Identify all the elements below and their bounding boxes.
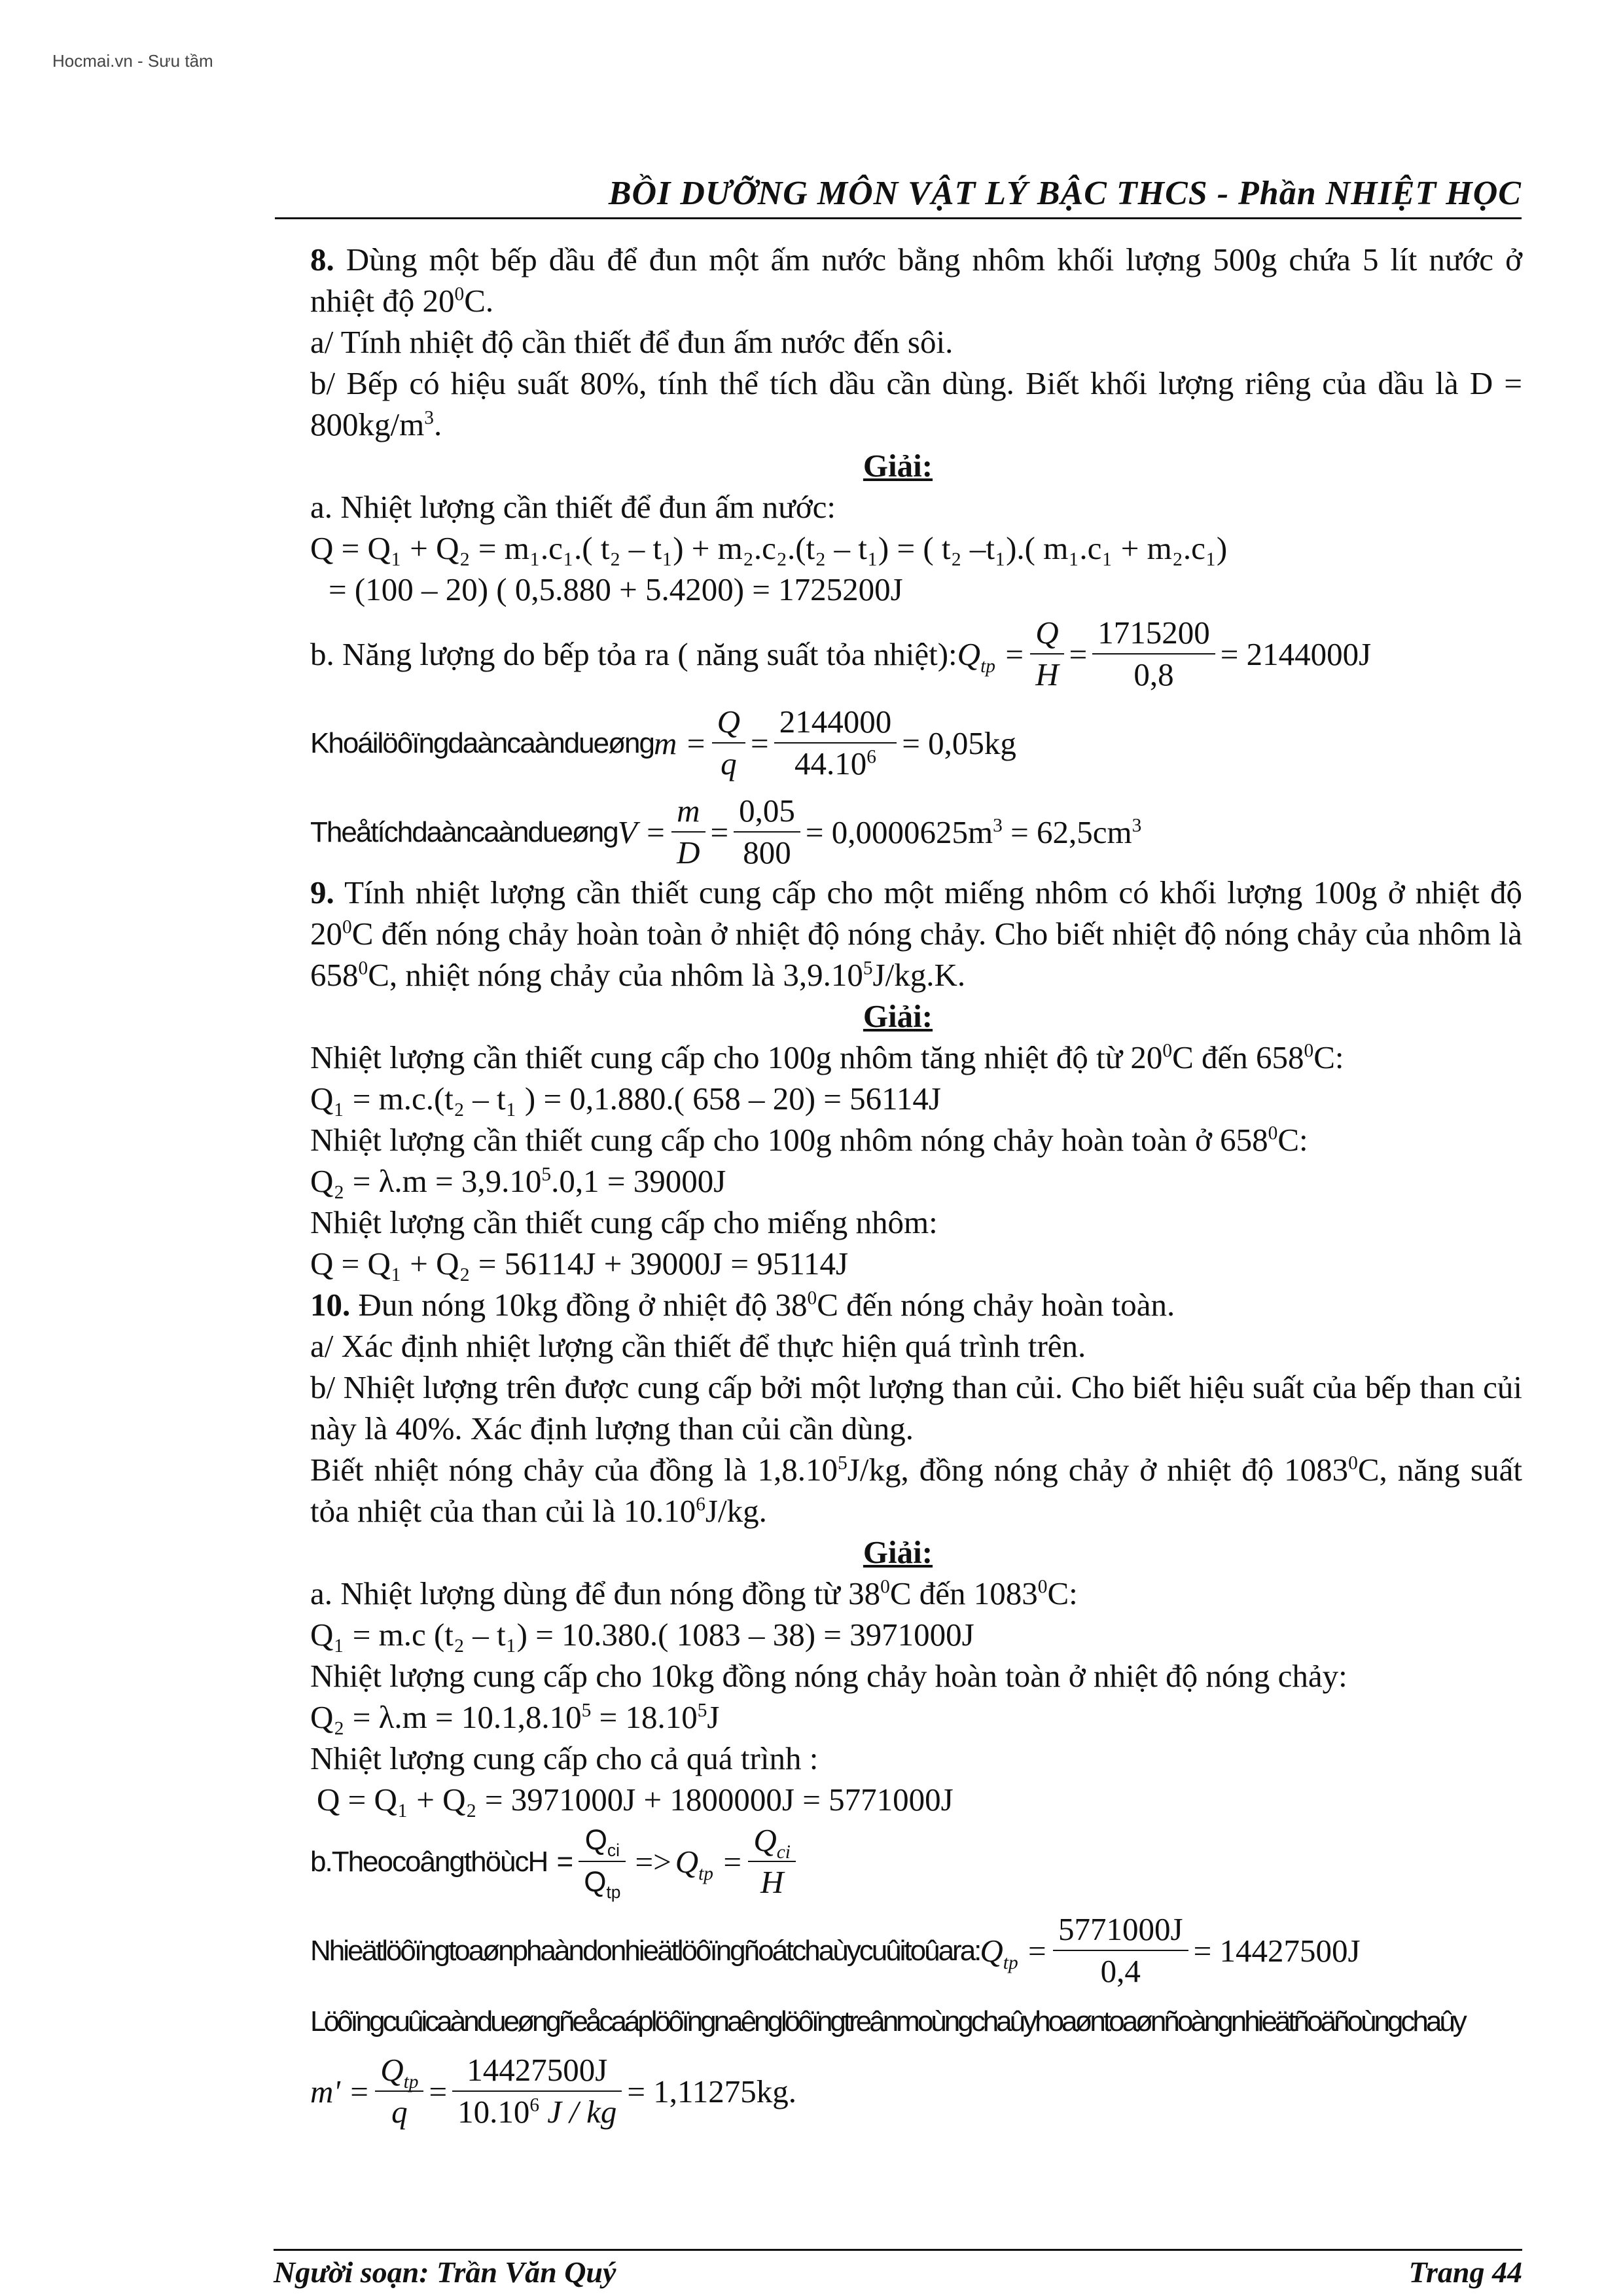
- solution-line: [274, 1573, 1522, 1614]
- solution-line: Q = Q₁ + Q₂ = 56114J + 39000J = 95114J: [310, 1246, 849, 1282]
- solution-heading: Giải:: [863, 1534, 933, 1570]
- denominator: [774, 744, 897, 783]
- formula-row: [274, 1910, 1522, 1990]
- fraction: [774, 703, 897, 783]
- denominator: q: [721, 745, 737, 781]
- sup: 0: [342, 916, 352, 938]
- text: = 18.10: [591, 1699, 698, 1735]
- solution-heading: Giải:: [863, 448, 933, 484]
- sup: 0: [358, 958, 368, 979]
- formula-row: Theåtíchdaàncaàndueøng V = $\frac{m}{D}$ = $\frac{0,05}{800}$ = $0,0000625m^3 = 62,5cm^3$: [310, 793, 1142, 870]
- text: .: [433, 406, 442, 442]
- fraction: [1030, 614, 1063, 694]
- problem-10-question: [274, 1284, 1522, 1325]
- denominator: 0,4: [1100, 1953, 1141, 1989]
- text: b. Năng lượng do bếp tỏa ra ( năng suất tỏa nhiệt):: [310, 636, 957, 672]
- solution-line: Q₁ = m.c.(t₂ – t₁ ) = 0,1.880.( 658 – 20) = 56114J: [310, 1081, 941, 1117]
- sup: 3: [993, 815, 1003, 836]
- sub: ci: [607, 1840, 620, 1860]
- problem-9-question: [274, 872, 1522, 996]
- solution-line: = (100 – 20) ( 0,5.880 + 5.4200) = 1725200J: [329, 571, 903, 607]
- sup: 3: [1132, 815, 1142, 836]
- text: a. Nhiệt lượng dùng để đun nóng đồng từ 38: [310, 1575, 881, 1611]
- denominator: 800: [743, 834, 791, 870]
- solution-line: [274, 1119, 1522, 1160]
- text: Nhiệt lượng cần thiết cung cấp cho 100g nhôm nóng chảy hoàn toàn ở 658: [310, 1122, 1268, 1158]
- denominator: [579, 1862, 626, 1901]
- sup: 0: [807, 1287, 817, 1309]
- sup: 5: [581, 1700, 592, 1721]
- text: Q: [753, 1822, 777, 1858]
- formula-row: b. Năng lượng do bếp tỏa ra ( năng suất tỏa nhiệt): $Q_{tp}$ = $\frac{Q}{H}$ = $\frac{1715200}{0,8}$ = 2144000J: [310, 615, 1372, 692]
- garbled-text: Theåtíchdaàncaàndueøng: [310, 816, 618, 848]
- fraction: [452, 2051, 622, 2131]
- formula-term: m =: [653, 725, 707, 761]
- text: 44.10: [794, 745, 867, 781]
- sup: 0: [1304, 1040, 1314, 1062]
- solution-line: Q₁ = m.c (t₂ – t₁) = 10.380.( 1083 – 38) = 3971000J: [310, 1617, 974, 1653]
- author-label: Người soạn: Trần Văn Quý: [274, 2255, 616, 2289]
- problem-8-question: [274, 239, 1522, 321]
- sub: tp: [403, 2071, 419, 2092]
- garbled-text: Nhieätlöôïngtoaønphaàndonhieätlöôïngñoátchaùycuûitoûara:: [310, 1934, 980, 1967]
- solution-line: a. Nhiệt lượng cần thiết để đun ấm nước:: [310, 489, 836, 525]
- text: C.: [464, 283, 494, 319]
- problem-10-part-a: a/ Xác định nhiệt lượng cần thiết để thực hiện quá trình trên.: [310, 1328, 1086, 1364]
- formula-row: Khoáilöôïngdaàncaàndueøng m = $\frac{Q}{q}$ = $\frac{2144000}{44.10^6}$ = 0,05kg: [310, 704, 1016, 781]
- formula-term: $Q_{tp}$ =: [980, 1932, 1048, 1973]
- solution-line: [274, 1160, 1522, 1202]
- text: C, nhiệt nóng chảy của nhôm là 3,9.10: [368, 957, 863, 993]
- result: = 14427500J: [1193, 1932, 1361, 1969]
- sup: 0: [880, 1576, 890, 1598]
- numerator: 1715200: [1092, 614, 1215, 655]
- solution-heading: Giải:: [863, 998, 933, 1034]
- text: = 0,0000625m: [805, 814, 993, 850]
- sup: 6: [866, 746, 876, 768]
- text: J: [707, 1699, 720, 1735]
- result: = 0,05kg: [902, 725, 1016, 761]
- sub: tp: [1003, 1952, 1018, 1973]
- solution-line: [274, 1037, 1522, 1078]
- solution-line: Q = Q₁ + Q₂ = 3971000J + 1800000J = 5771000J: [317, 1782, 954, 1818]
- text: C đến nóng chảy hoàn toàn ở nhiệt độ nóng chảy. Cho biết nhiệt độ nóng chảy của nhôm là 658: [310, 916, 1522, 993]
- garbled-line: [274, 2000, 1522, 2042]
- denominator: [452, 2092, 622, 2131]
- page-number: Trang 44: [1408, 2255, 1522, 2289]
- numerator: 2144000: [774, 703, 897, 744]
- numerator: Q: [1030, 614, 1063, 655]
- text: Tính nhiệt lượng cần thiết cung cấp cho một miếng nhôm có khối lượng 100g ở nhiệt độ 20: [310, 874, 1522, 952]
- text: C:: [1313, 1039, 1344, 1075]
- text: Q₂ = λ.m = 3,9.10: [310, 1163, 542, 1199]
- text: C đến 658: [1172, 1039, 1304, 1075]
- denominator: H: [1035, 656, 1059, 692]
- sup: 5: [541, 1164, 552, 1185]
- text: Q: [584, 1866, 607, 1898]
- formula-term: $Q_{tp}$ =: [957, 636, 1026, 677]
- fraction: [734, 792, 800, 872]
- numerator: 0,05: [734, 792, 800, 833]
- sup: 6: [696, 1494, 705, 1515]
- sup: 0: [1268, 1122, 1278, 1144]
- denominator: D: [677, 834, 700, 870]
- text: = 62,5cm: [1010, 814, 1132, 850]
- page-content: [274, 239, 1522, 2131]
- fraction: [671, 792, 705, 872]
- source-label: Hocmai.vn - Sưu tầm: [52, 51, 213, 71]
- sup: 0: [454, 283, 465, 305]
- text: .0,1 = 39000J: [551, 1163, 726, 1199]
- solution-line: [274, 1696, 1522, 1738]
- sup: 0: [1348, 1452, 1358, 1474]
- sub: tp: [980, 655, 995, 677]
- text: Đun nóng 10kg đồng ở nhiệt độ 38: [350, 1287, 808, 1323]
- text: C đến 1083: [889, 1575, 1038, 1611]
- text: b/ Bếp có hiệu suất 80%, tính thể tích dầu cần dùng. Biết khối lượng riêng của dầu là D = 800kg/m: [310, 365, 1522, 442]
- problem-8-part-a: a/ Tính nhiệt độ cần thiết để đun ấm nước đến sôi.: [310, 324, 954, 360]
- sup: 5: [863, 958, 873, 979]
- formula-row: [274, 1821, 1522, 1901]
- formula-row: m' = $Q_{tp}$ q = $\frac{14427500J}{10.10^6 J / kg}$ = 1,11275kg.: [310, 2052, 796, 2130]
- sub: tp: [698, 1863, 714, 1884]
- formula-term: m' =: [310, 2073, 370, 2109]
- problem-number: 9.: [310, 874, 334, 910]
- text: C, năng suất tỏa nhiệt của than củi là 10.10: [310, 1452, 1522, 1529]
- text: Q: [380, 2052, 404, 2088]
- text: J / kg: [539, 2094, 617, 2130]
- sup: 0: [1037, 1576, 1048, 1598]
- numerator: [579, 1821, 626, 1862]
- problem-number: 10.: [310, 1287, 351, 1323]
- problem-10-part-b: b/ Nhiệt lượng trên được cung cấp bởi một lượng than củi. Cho biết hiệu suất của bếp than củi này là 40%. Xác định lượng than củi cần dùng.: [310, 1369, 1522, 1446]
- result: [806, 812, 1141, 853]
- solution-line: Nhiệt lượng cung cấp cho 10kg đồng nóng chảy hoàn toàn ở nhiệt độ nóng chảy:: [310, 1658, 1347, 1694]
- text: Q: [957, 636, 981, 672]
- fraction: [579, 1821, 626, 1901]
- numerator: 14427500J: [452, 2051, 622, 2092]
- denominator: q: [391, 2094, 408, 2130]
- problem-number: 8.: [310, 242, 334, 278]
- text: Nhiệt lượng cần thiết cung cấp cho 100g nhôm tăng nhiệt độ từ 20: [310, 1039, 1163, 1075]
- denominator: 0,8: [1133, 656, 1174, 692]
- fraction: [748, 1821, 796, 1901]
- formula-term: V =: [617, 814, 667, 850]
- text: Biết nhiệt nóng chảy của đồng là 1,8.10: [310, 1452, 838, 1488]
- numerator: m: [671, 792, 705, 833]
- denominator: H: [760, 1864, 784, 1900]
- text: Q₂ = λ.m = 10.1,8.10: [310, 1699, 582, 1735]
- sup: 0: [1162, 1040, 1173, 1062]
- numerator: 5771000J: [1053, 1910, 1188, 1951]
- page-header: [275, 171, 1522, 219]
- sub: ci: [776, 1841, 791, 1863]
- solution-line: Q = Q₁ + Q₂ = m₁.c₁.( t₂ – t₁) + m₂.c₂.(t₂ – t₁) = ( t₂ –t₁).( m₁.c₁ + m₂.c₁): [310, 530, 1228, 566]
- text: C đến nóng chảy hoàn toàn.: [817, 1287, 1175, 1323]
- solution-line: Nhiệt lượng cần thiết cung cấp cho miếng nhôm:: [310, 1204, 938, 1240]
- text: Q: [980, 1932, 1003, 1969]
- formula-term: H =: [527, 1845, 574, 1878]
- text: J/kg.K.: [872, 957, 966, 993]
- numerator: [748, 1821, 796, 1862]
- garbled-text: b.Theocoângthöùc: [310, 1845, 528, 1878]
- fraction: [1053, 1910, 1188, 1990]
- numerator: Q: [712, 703, 745, 744]
- garbled-text: Löôïngcuûicaàndueøngñeåcaáplöôïngnaênglöôïngtreânmoùngchaûyhoaøntoaønñoàngnhieätñoäñoùngchaûy: [310, 2005, 1465, 2037]
- text: C:: [1047, 1575, 1078, 1611]
- text: J/kg.: [705, 1493, 767, 1529]
- sup: 3: [424, 407, 434, 429]
- text: C:: [1277, 1122, 1308, 1158]
- formula-term: $Q_{tp}$ =: [675, 1843, 743, 1884]
- page-footer: [274, 2249, 1522, 2289]
- text: Q: [584, 1824, 607, 1856]
- numerator: [375, 2051, 423, 2092]
- solution-line: Nhiệt lượng cung cấp cho cả quá trình :: [310, 1740, 819, 1776]
- text: J/kg, đồng nóng chảy ở nhiệt độ 1083: [847, 1452, 1349, 1488]
- text: Q: [675, 1843, 699, 1880]
- garbled-text: Khoáilöôïngdaàncaàndueøng: [310, 726, 654, 759]
- problem-8-part-b: [274, 363, 1522, 445]
- implies-arrow: =>: [635, 1843, 671, 1880]
- header-title: BỒI DƯỠNG MÔN VẬT LÝ BẬC THCS - Phần NHIỆT HỌC: [608, 175, 1522, 212]
- sub: tp: [606, 1882, 621, 1902]
- fraction: [712, 703, 745, 783]
- sup: 5: [697, 1700, 707, 1721]
- problem-10-given: [274, 1449, 1522, 1532]
- sup: 5: [838, 1452, 847, 1474]
- sup: 6: [529, 2094, 540, 2116]
- result: = 1,11275kg.: [627, 2073, 796, 2109]
- fraction: [1092, 614, 1215, 694]
- text: 10.10: [457, 2094, 530, 2130]
- fraction: [375, 2051, 423, 2131]
- result: = 2144000J: [1220, 636, 1372, 672]
- text: Dùng một bếp dầu để đun một ấm nước bằng nhôm khối lượng 500g chứa 5 lít nước ở nhiệt độ 20: [310, 242, 1522, 319]
